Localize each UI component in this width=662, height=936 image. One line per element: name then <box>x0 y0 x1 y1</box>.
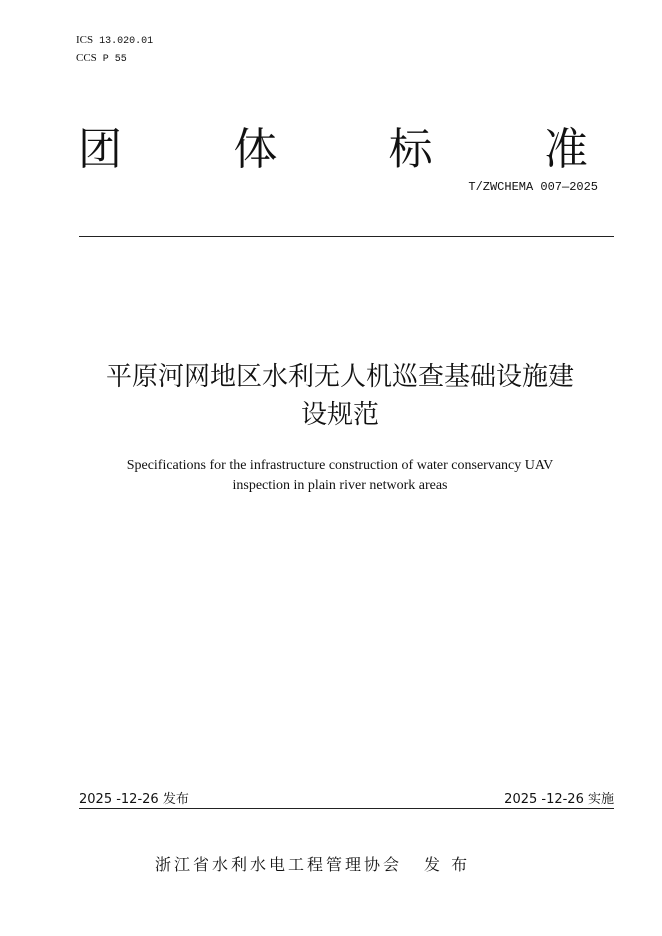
publish-verb: 发 布 <box>424 855 471 874</box>
ics-label: ICS <box>76 34 94 46</box>
standard-type-heading <box>78 122 588 178</box>
ics-code <box>76 32 153 50</box>
ccs-code <box>76 50 153 68</box>
bottom-divider <box>79 808 614 809</box>
ccs-value: P 55 <box>102 54 127 65</box>
implement-date: 2025 -12-26 实施 <box>504 792 614 807</box>
english-title <box>80 456 600 496</box>
standard-type-char: 准 <box>543 124 588 175</box>
release-date: 2025 -12-26 发布 <box>79 792 189 807</box>
publisher-name: 浙江省水利水电工程管理协会 <box>155 855 403 874</box>
english-title-line: inspection in plain river network areas <box>232 478 448 493</box>
english-title-line: Specifications for the infrastructure construction of water conservancy UAV <box>126 458 554 473</box>
chinese-title <box>60 358 620 434</box>
standard-type-char: 体 <box>233 124 278 175</box>
chinese-title-line: 设规范 <box>300 400 379 430</box>
publisher-line <box>155 852 470 875</box>
classification-codes <box>76 32 153 68</box>
ccs-label: CCS <box>76 52 97 64</box>
standard-type-char: 标 <box>388 124 433 175</box>
top-divider <box>79 236 614 237</box>
chinese-title-line: 平原河网地区水利无人机巡查基础设施建 <box>105 362 574 392</box>
ics-value: 13.020.01 <box>99 36 154 47</box>
standard-number: T/ZWCHEMA 007—2025 <box>468 180 598 194</box>
standard-type-char: 团 <box>78 124 122 175</box>
